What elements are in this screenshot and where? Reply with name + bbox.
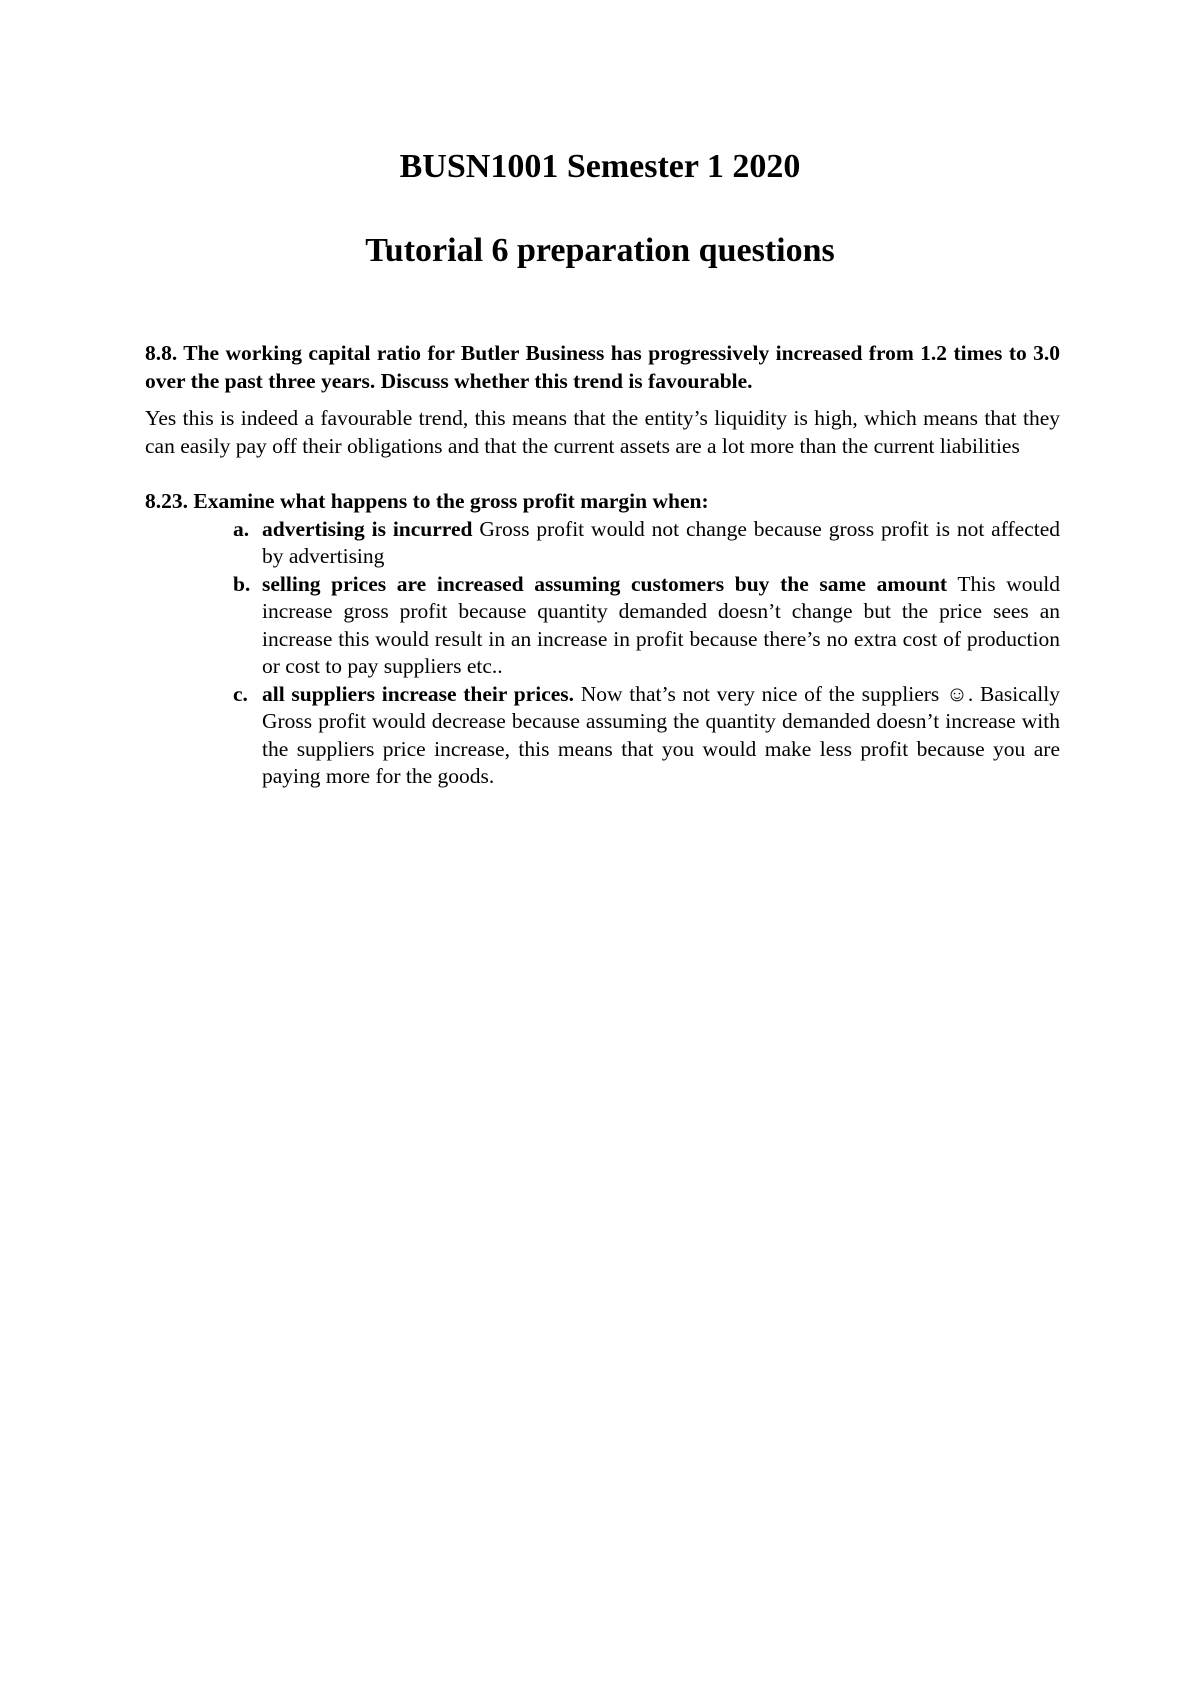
question-parts-list [145,516,1060,791]
list-item-lead: selling prices are increased assuming customers buy the same amount [262,571,948,596]
question-heading: 8.23. Examine what happens to the gross profit margin when: [145,489,709,513]
list-item-letter: c. [233,681,248,706]
list-item-letter: b. [233,571,251,596]
list-item-text: Gross profit would not change because gross profit is not affected by advertising [262,516,1061,568]
list-item [145,681,1060,791]
list-item-lead: advertising is incurred [262,516,473,541]
question-8-23 [145,488,1060,791]
list-item-letter: a. [233,516,250,541]
list-item [145,516,1060,571]
question-heading: 8.8. The working capital ratio for Butler Business has progressively increased from 1.2 times to 3.0 over the past three years. Discuss whether this trend is favourable. [145,341,1060,393]
list-item-text: Now that’s not very nice of the suppliers ☺. Basically Gross profit would decrease because assuming the quantity demanded doesn’t increase with the suppliers price increase, this means that you would make less profit because you are paying more for the goods. [262,681,1060,788]
list-item-lead: all suppliers increase their prices. [262,681,575,706]
question-answer: Yes this is indeed a favourable trend, this means that the entity’s liquidity is high, which means that they can easily pay off their obligations and that the current assets are a lot more than the current liabilities [145,406,1060,458]
document-title: BUSN1001 Semester 1 2020 [399,148,801,185]
document-body [145,340,1060,791]
document-subtitle: Tutorial 6 preparation questions [365,232,835,269]
list-item [145,571,1060,681]
list-item-text: This would increase gross profit because quantity demanded doesn’t change but the price sees an increase this would result in an increase in profit because there’s no extra cost of production or cost to pay suppliers etc.. [262,571,1060,678]
question-8-8 [145,340,1060,460]
